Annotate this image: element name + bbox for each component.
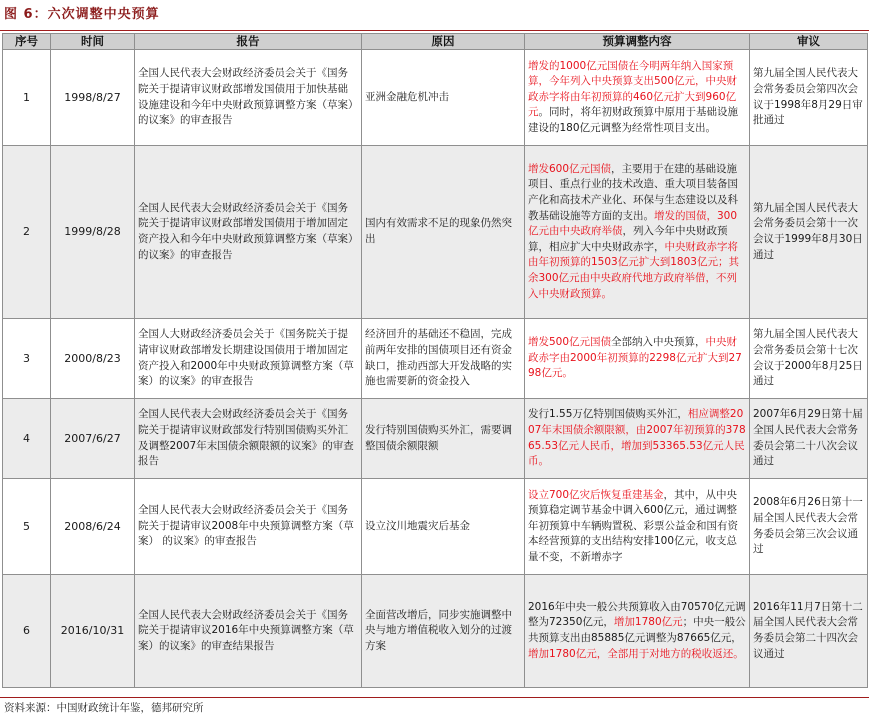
cell-review: 2016年11月7日第十二届全国人民代表大会常务委员会第二十四次会议通过: [750, 575, 868, 688]
header-seq: 序号: [3, 34, 51, 50]
content-segment: 增发的国债，300亿元由中央政府举债: [528, 209, 738, 238]
content-segment: 设立700亿灾后恢复重建基金: [528, 488, 664, 501]
cell-review: 2008年6月26日第十一届全国人民代表大会常务委员会第三次会议通过: [750, 479, 868, 575]
content-segment: ，其中，从中央预算稳定调节基金中调入600亿元，通过调整年初预算中车辆购置税、彩票公益金和国有资本经营预算的支出结构安排100亿元，收支总量不变，不新增赤字: [528, 488, 738, 563]
content-segment: ，列入今年中央财政预算，相应扩大中央财政赤字，: [528, 225, 728, 253]
cell-content: [525, 50, 750, 146]
cell-seq: 3: [3, 319, 51, 399]
cell-seq: 1: [3, 50, 51, 146]
content-segment: 增发的1000亿元国债在今明两年纳入国家预算，今年列入中央预算支出500亿元，中央财政赤字将由年初预算的460亿元扩大到960亿元: [528, 59, 738, 119]
content-segment: 中央财政赤字将由年初预算的1503亿元扩大到1803亿元；其余300亿元由中央政府代地方政府举借，不列入中央财政预算。: [528, 240, 739, 300]
cell-content: [525, 146, 750, 319]
cell-report: 全国人大财政经济委员会关于《国务院关于提请审议财政部增发长期建设国债用于增加固定资产投入和2000年中央财政预算调整方案（草案）的议案》的审查报告: [135, 319, 362, 399]
cell-content: [525, 399, 750, 479]
cell-seq: 4: [3, 399, 51, 479]
table-row: [3, 146, 868, 319]
cell-reason: 全面营改增后，同步实施调整中央与地方增值税收入划分的过渡方案: [362, 575, 525, 688]
cell-report: 全国人民代表大会财政经济委员会关于《国务院关于提请审议财政部发行特别国债购买外汇及调整2007年末国债余额限额的议案》的审查报告: [135, 399, 362, 479]
content-segment: 发行1.55万亿特别国债购买外汇，: [528, 408, 688, 421]
table-row: [3, 319, 868, 399]
content-segment: ，主要用于在建的基础设施项目、重点行业的技术改造、重大项目装备国产化和高技术产业化、环保与生态建设以及科教基础设施等方面的支出。: [528, 162, 738, 222]
table-row: [3, 50, 868, 146]
source-note: 资料来源：中国财政统计年鉴，德邦研究所: [4, 702, 204, 714]
cell-content: [525, 319, 750, 399]
cell-reason: 亚洲金融危机冲击: [362, 50, 525, 146]
cell-review: 第九届全国人民代表大会常务委员会第十七次会议于2000年8月25日通过: [750, 319, 868, 399]
header-reason: 原因: [362, 34, 525, 50]
cell-report: 全国人民代表大会财政经济委员会关于《国务院关于提请审议2008年中央预算调整方案（草案） 的议案》的审查报告: [135, 479, 362, 575]
table-row: [3, 399, 868, 479]
cell-content: [525, 575, 750, 688]
content-segment: 2016年中央一般公共预算收入由70570亿元调整为72350亿元，: [528, 600, 746, 629]
cell-date: 2016/10/31: [51, 575, 135, 688]
header-report: 报告: [135, 34, 362, 50]
figure-title: 图 6：六次调整中央预算: [4, 7, 160, 22]
cell-seq: 5: [3, 479, 51, 575]
cell-review: 第九届全国人民代表大会常务委员会第四次会议于1998年8月29日审批通过: [750, 50, 868, 146]
title-rule: [0, 30, 869, 31]
content-segment: 中央财政赤字由2000年初预算的2298亿元扩大到2798亿元。: [528, 336, 742, 380]
content-segment: ；中央一般公共预算支出由85885亿元调整为87665亿元，: [528, 616, 746, 644]
cell-date: 2007/6/27: [51, 399, 135, 479]
cell-date: 1998/8/27: [51, 50, 135, 146]
cell-content: [525, 479, 750, 575]
content-segment: 增发500亿元国债: [528, 336, 612, 349]
cell-reason: 设立汶川地震灾后基金: [362, 479, 525, 575]
footer-rule: [0, 697, 869, 698]
table-header-row: [3, 34, 868, 50]
content-segment: 增加1780亿元: [613, 616, 683, 629]
cell-review: 第九届全国人民代表大会常务委员会第十一次会议于1999年8月30日通过: [750, 146, 868, 319]
cell-seq: 6: [3, 575, 51, 688]
cell-reason: 国内有效需求不足的现象仍然突出: [362, 146, 525, 319]
content-segment: 全部纳入中央预算，: [611, 336, 706, 349]
content-segment: 相应调整2007年末国债余额限额，由2007年初预算的37865.53亿元人民币，增加到53365.53亿元人民币。: [528, 408, 746, 468]
header-content: 预算调整内容: [525, 34, 750, 50]
content-segment: 增加1780亿元，全部用于对地方的税收返还。: [528, 647, 744, 660]
cell-review: 2007年6月29日第十届全国人民代表大会常务委员会第二十八次会议通过: [750, 399, 868, 479]
header-review: 审议: [750, 34, 868, 50]
cell-reason: 经济回升的基础还不稳固，完成前两年安排的国债项目还有资金缺口，推动西部大开发战略的实施也需要新的资金投入: [362, 319, 525, 399]
cell-date: 2000/8/23: [51, 319, 135, 399]
content-segment: 增发600亿元国债: [528, 162, 612, 175]
budget-adjustment-table: [2, 33, 868, 688]
content-segment: 。同时，将年初财政预算中原用于基础设施建设的180亿元调整为经常性项目支出。: [528, 106, 738, 134]
cell-seq: 2: [3, 146, 51, 319]
cell-report: 全国人民代表大会财政经济委员会关于《国务院关于提请审议财政部增发国债用于加快基础设施建设和今年中央财政预算调整方案（草案）的议案》的审查报告: [135, 50, 362, 146]
table-row: [3, 575, 868, 688]
cell-date: 2008/6/24: [51, 479, 135, 575]
table-row: [3, 479, 868, 575]
header-date: 时间: [51, 34, 135, 50]
cell-date: 1999/8/28: [51, 146, 135, 319]
cell-reason: 发行特别国债购买外汇，需要调整国债余额限额: [362, 399, 525, 479]
cell-report: 全国人民代表大会财政经济委员会关于《国务院关于提请审议财政部增发国债用于增加固定资产投入和今年中央财政预算调整方案（草案）的议案》的审查报告: [135, 146, 362, 319]
cell-report: 全国人民代表大会财政经济委员会关于《国务院关于提请审议2016年中央预算调整方案（草案）的议案》的审查结果报告: [135, 575, 362, 688]
